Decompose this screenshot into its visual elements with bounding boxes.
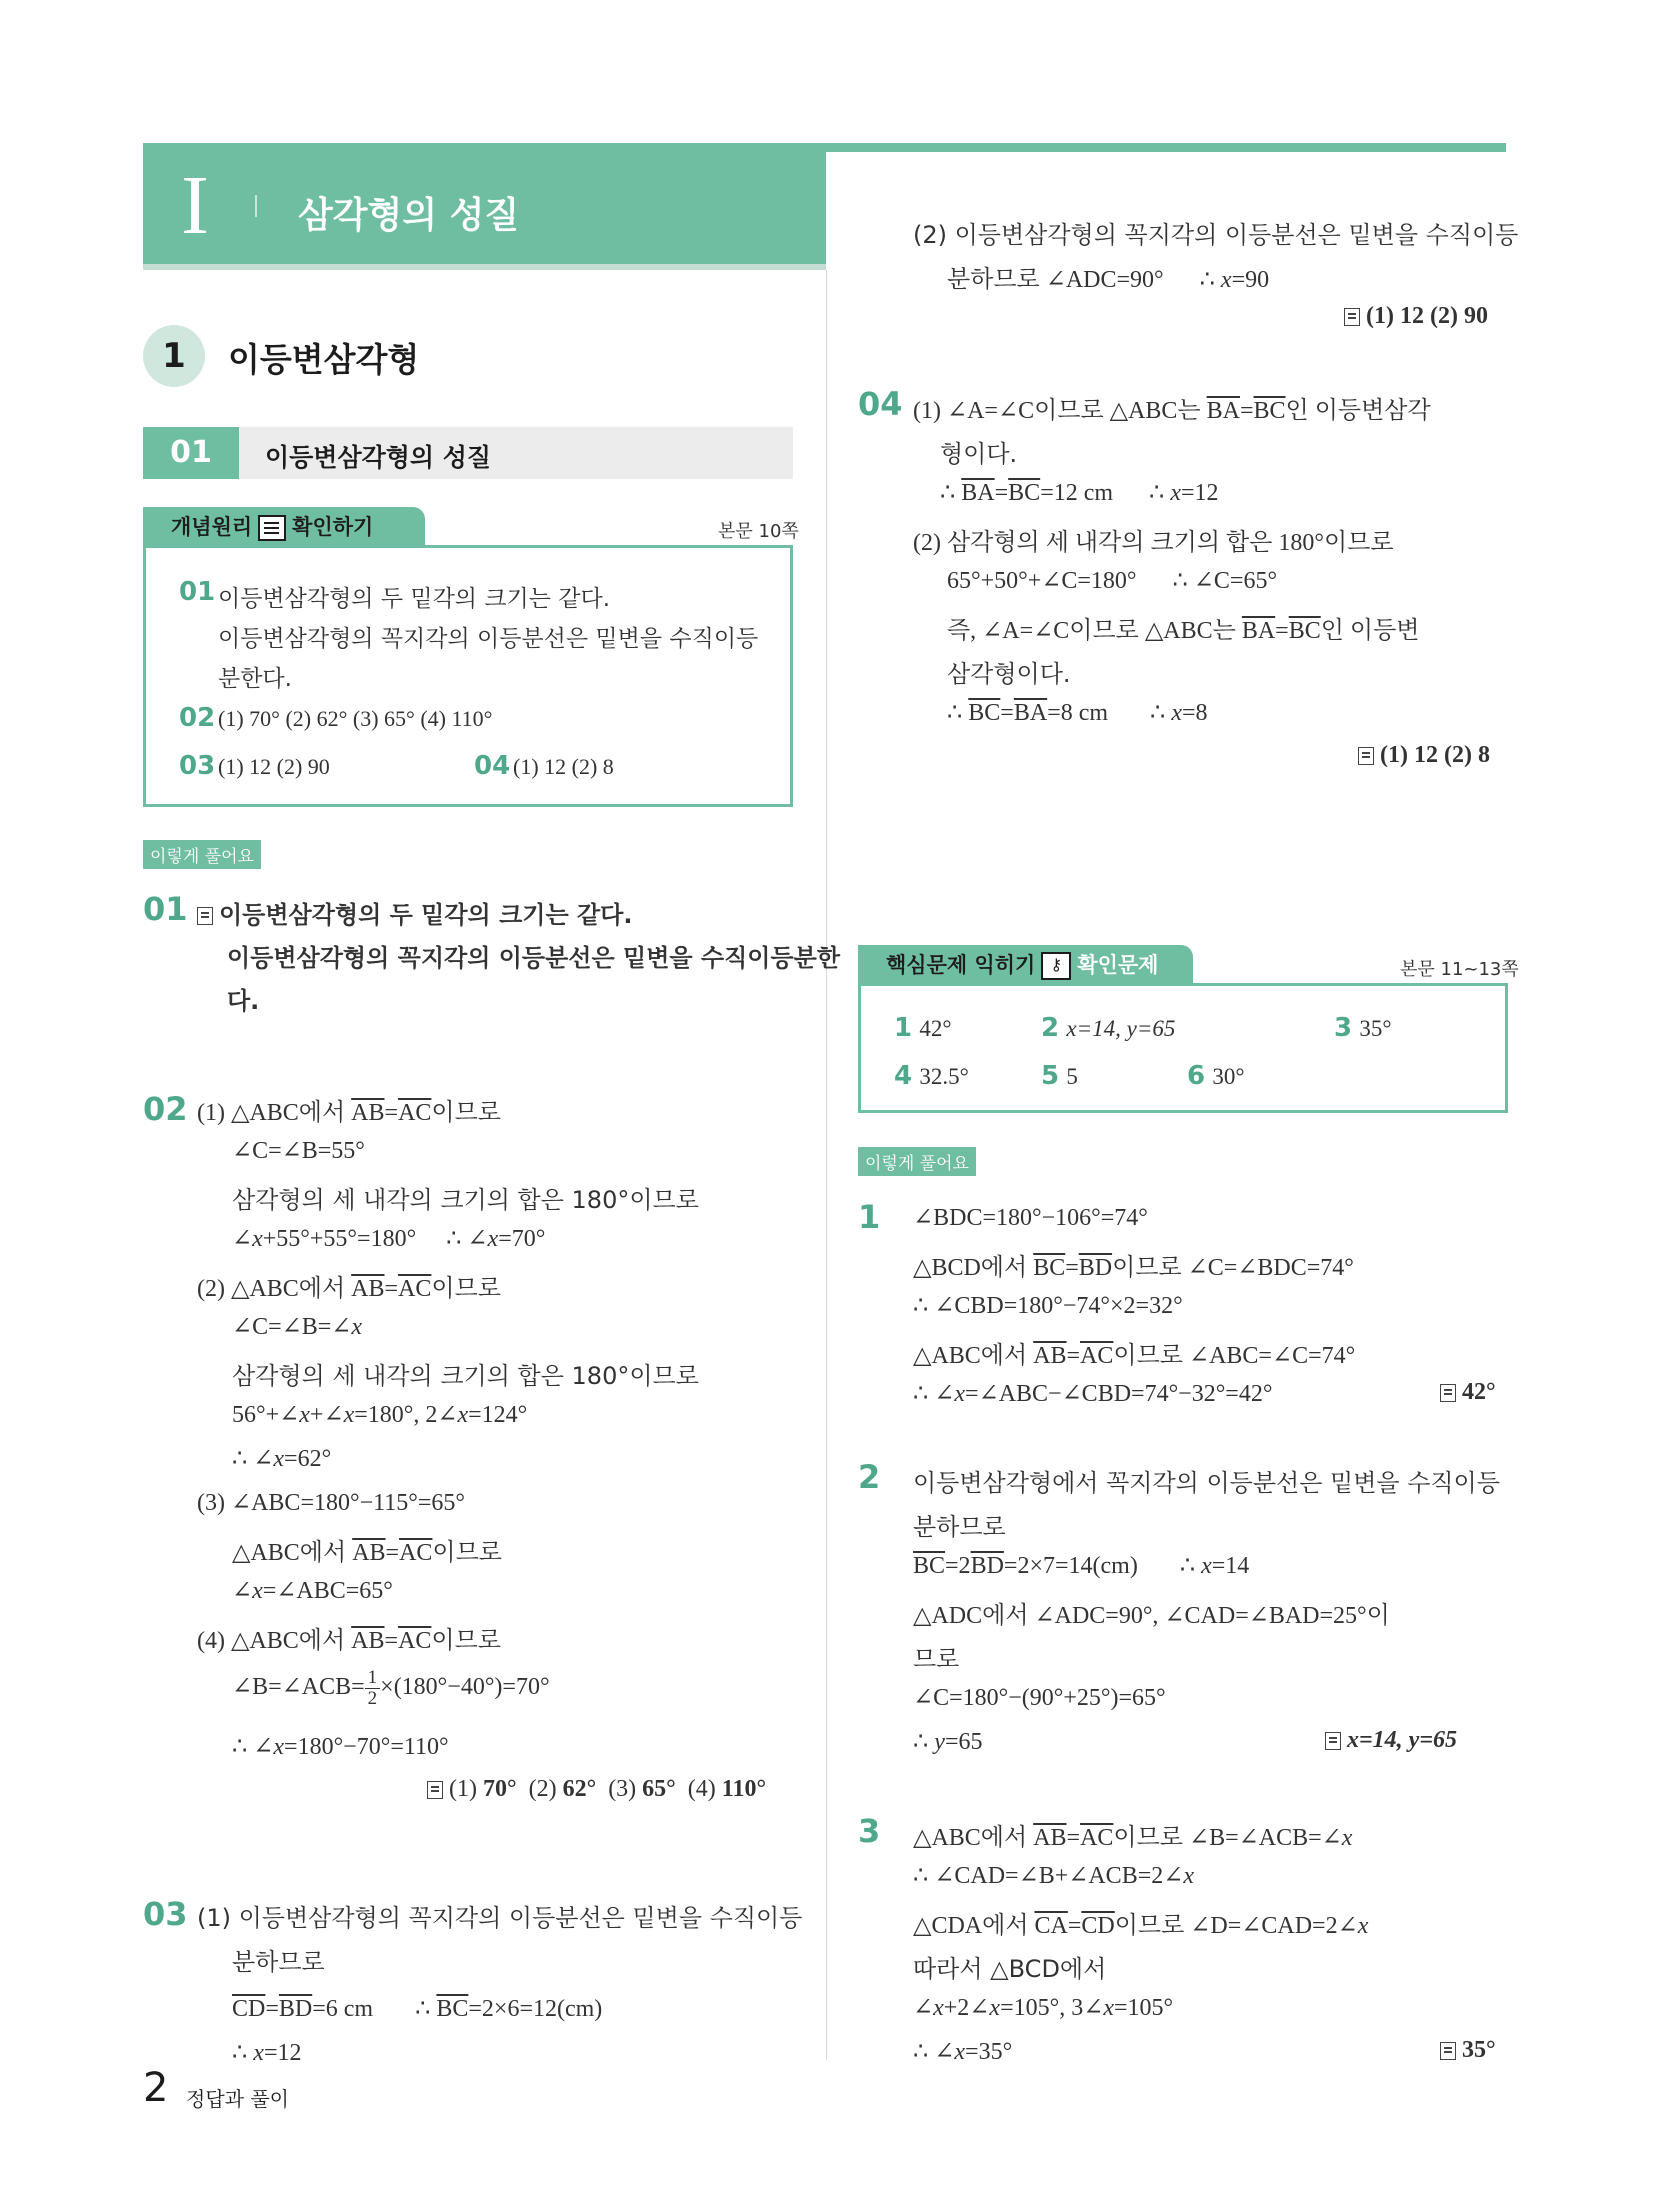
- solution-line: 65°+50°+∠C=180° ∴ ∠C=65°: [947, 568, 1278, 594]
- solution-line: ∴ y=65: [913, 1729, 983, 1755]
- solution-line: 삼각형이다.: [947, 660, 1071, 688]
- chapter-title: 삼각형의 성질: [298, 195, 520, 236]
- question-number: 3: [858, 1812, 881, 1850]
- answer-summary: x=14, y=65: [1325, 1727, 1457, 1754]
- solution-line: ∠C=180°−(90°+25°)=65°: [913, 1685, 1166, 1711]
- key-icon: ⚷: [1041, 952, 1071, 980]
- answer-line: 다.: [227, 987, 260, 1015]
- solution-line: (1) △ABC에서 $\overline{AB}=\overline{AC}$이므로: [197, 1100, 501, 1126]
- solution-line: △CDA에서 $\overline{CA}=\overline{CD}$이므로 ∠D=∠CAD=2∠x: [913, 1913, 1369, 1939]
- concept-tab-left: 개념원리: [171, 515, 253, 539]
- concept-item-text: 분한다.: [218, 666, 292, 692]
- solution-line: △BCD에서 $\overline{BC}=\overline{BD}$이므로 ∠C=∠BDC=74°: [913, 1255, 1354, 1281]
- answer-icon: [1344, 308, 1360, 326]
- solution-line: ∴ ∠CAD=∠B+∠ACB=2∠x: [913, 1863, 1194, 1889]
- solution-line: △ADC에서 ∠ADC=90°, ∠CAD=∠BAD=25°이: [913, 1603, 1390, 1629]
- concept-tab-right: 확인하기: [292, 515, 374, 539]
- solution-line: △ABC에서 $\overline{AB}=\overline{AC}$이므로: [232, 1540, 502, 1566]
- answer-summary: (1) 12 (2) 90: [1344, 303, 1488, 330]
- solution-line: ∴ $\overline{BA}=\overline{BC}=12$ cm ∴ x=12: [940, 480, 1219, 506]
- concept-item-text: 이등변삼각형의 꼭지각의 이등분선은 밑변을 수직이등: [218, 626, 759, 652]
- solution-line: ∴ ∠CBD=180°−74°×2=32°: [913, 1293, 1183, 1319]
- question-number: 2: [858, 1458, 881, 1496]
- concept-box: [143, 545, 793, 807]
- solution-line: 56°+∠x+∠x=180°, 2∠x=124°: [232, 1402, 528, 1428]
- solution-line: (2) △ABC에서 $\overline{AB}=\overline{AC}$이므로: [197, 1276, 501, 1302]
- solution-line: (1) 이등변삼각형의 꼭지각의 이등분선은 밑변을 수직이등: [197, 1904, 803, 1932]
- solution-line: 따라서 △BCD에서: [913, 1955, 1107, 1983]
- section-number-badge: 1: [143, 325, 205, 387]
- subsection-number: 01: [143, 427, 239, 479]
- solution-line: △ABC에서 $\overline{AB}=\overline{AC}$이므로 ∠B=∠ACB=∠x: [913, 1825, 1353, 1851]
- answer-summary: (1) 70° (2) 62° (3) 65° (4) 110°: [427, 1776, 766, 1803]
- answer-icon: [1440, 1384, 1456, 1402]
- subsection-title: 이등변삼각형의 성질: [265, 443, 492, 472]
- question-number: 03: [143, 1895, 188, 1933]
- solution-line: ∴ ∠x=62°: [232, 1446, 332, 1472]
- chapter-banner: [143, 143, 826, 270]
- solution-line: ∠BDC=180°−106°=74°: [913, 1205, 1148, 1231]
- question-number: 04: [858, 385, 903, 423]
- solution-line: ∴ $\overline{BC}=\overline{BA}=8$ cm ∴ x=8: [947, 700, 1208, 726]
- solution-line: ∴ ∠x=35°: [913, 2039, 1013, 2065]
- concept-item-text: (1) 12 (2) 90: [218, 754, 330, 779]
- solution-line: (3) ∠ABC=180°−115°=65°: [197, 1490, 465, 1516]
- answer-icon: [1325, 1732, 1341, 1750]
- solution-line: (4) △ABC에서 $\overline{AB}=\overline{AC}$이므로: [197, 1628, 501, 1654]
- concept-item-number: 04: [474, 751, 511, 781]
- answer-line: 이등변삼각형의 꼭지각의 이등분선은 밑변을 수직이등분한: [227, 944, 841, 972]
- solution-line: $\overline{BC}=2\overline{BD}=2\times 7=14(cm)$ ∴ x=14: [913, 1553, 1250, 1579]
- concept-item-text: (1) 70° (2) 62° (3) 65° (4) 110°: [218, 706, 493, 731]
- concept-item-text: 이등변삼각형의 두 밑각의 크기는 같다.: [218, 586, 611, 612]
- solution-line: ∠B=∠ACB= $\frac{1}{2}$ ×(180°−40°)=70°: [232, 1667, 550, 1709]
- solution-line: ∠C=∠B=∠x: [232, 1314, 363, 1340]
- document-icon: [258, 515, 286, 541]
- core-item: 1 42°: [894, 1013, 952, 1043]
- concept-page-ref: 본문 10쪽: [718, 521, 799, 542]
- answer-icon: [1358, 747, 1374, 765]
- concept-item-number: 02: [179, 703, 216, 733]
- subsection-bar: [143, 427, 793, 479]
- answer-summary: 35°: [1440, 2037, 1496, 2064]
- concept-item-number: 03: [179, 751, 216, 781]
- solution-line: △ABC에서 $\overline{AB}=\overline{AC}$이므로 ∠ABC=∠C=74°: [913, 1343, 1356, 1369]
- concept-box-tab: [143, 507, 425, 547]
- solution-line: (1) ∠A=∠C이므로 △ABC는 $\overline{BA}=\overline{BC}$인 이등변삼각: [913, 398, 1431, 424]
- core-item: 6 30°: [1187, 1061, 1245, 1091]
- answer-line: 이등변삼각형의 두 밑각의 크기는 같다.: [197, 895, 632, 930]
- solution-line: 분하므로: [913, 1513, 1006, 1541]
- solution-line: ∠C=∠B=55°: [232, 1138, 365, 1164]
- concept-item-number: 01: [179, 577, 216, 607]
- solve-tag: 이렇게 풀어요: [858, 1147, 976, 1176]
- solution-line: (2) 이등변삼각형의 꼭지각의 이등분선은 밑변을 수직이등: [913, 221, 1519, 249]
- solution-line: ∠x=∠ABC=65°: [232, 1578, 393, 1604]
- solution-line: 이등변삼각형에서 꼭지각의 이등분선은 밑변을 수직이등: [913, 1469, 1500, 1497]
- core-box: [858, 983, 1508, 1113]
- question-number: 01: [143, 890, 188, 928]
- solution-line: ∴ x=12: [232, 2040, 302, 2066]
- solution-line: 분하므로: [232, 1948, 325, 1976]
- solution-line: $\overline{CD}=\overline{BD}=6$ cm ∴ $\overline{BC}=2\times 6=12(cm)$: [232, 1996, 603, 2022]
- core-tab-right: 확인문제: [1077, 953, 1159, 977]
- solution-line: 므로: [913, 1645, 960, 1673]
- chapter-separator: [255, 195, 257, 217]
- page-number: 2: [143, 2065, 169, 2111]
- solution-line: 삼각형의 세 내각의 크기의 합은 180°이므로: [232, 1362, 699, 1390]
- core-page-ref: 본문 11~13쪽: [1400, 959, 1519, 980]
- solution-line: ∠x+2∠x=105°, 3∠x=105°: [913, 1995, 1174, 2021]
- answer-icon: [427, 1781, 443, 1799]
- core-item: 5 5: [1041, 1061, 1078, 1091]
- question-number: 02: [143, 1090, 188, 1128]
- answer-summary: 42°: [1440, 1379, 1496, 1406]
- core-item: 4 32.5°: [894, 1061, 969, 1091]
- solution-line: 분하므로 ∠ADC=90° ∴ x=90: [947, 267, 1270, 293]
- solve-tag: 이렇게 풀어요: [143, 840, 261, 869]
- solution-line: ∴ ∠x=∠ABC−∠CBD=74°−32°=42°: [913, 1381, 1273, 1407]
- core-item: 3 35°: [1334, 1013, 1392, 1043]
- solution-line: (2) 삼각형의 세 내각의 크기의 합은 180°이므로: [913, 530, 1394, 556]
- chapter-numeral: I: [181, 159, 209, 252]
- question-number: 1: [858, 1198, 881, 1236]
- solution-line: ∴ ∠x=180°−70°=110°: [232, 1734, 449, 1760]
- core-tab-left: 핵심문제 익히기: [886, 953, 1036, 977]
- answer-summary: (1) 12 (2) 8: [1358, 742, 1490, 769]
- concept-item-text: (1) 12 (2) 8: [513, 754, 614, 779]
- top-rule: [826, 143, 1506, 152]
- core-box-tab: [858, 945, 1193, 985]
- section-title: 이등변삼각형: [228, 340, 420, 379]
- column-divider: [826, 270, 827, 2060]
- footer-label: 정답과 풀이: [186, 2087, 289, 2111]
- answer-icon: [197, 907, 213, 925]
- solution-line: 형이다.: [940, 440, 1018, 468]
- solution-line: ∠x+55°+55°=180° ∴ ∠x=70°: [232, 1226, 546, 1252]
- answer-icon: [1440, 2042, 1456, 2060]
- core-item: 2 x=14, y=65: [1041, 1013, 1176, 1043]
- solution-line: 삼각형의 세 내각의 크기의 합은 180°이므로: [232, 1186, 699, 1214]
- solution-line: 즉, ∠A=∠C이므로 △ABC는 $\overline{BA}=\overline{BC}$인 이등변: [947, 618, 1420, 644]
